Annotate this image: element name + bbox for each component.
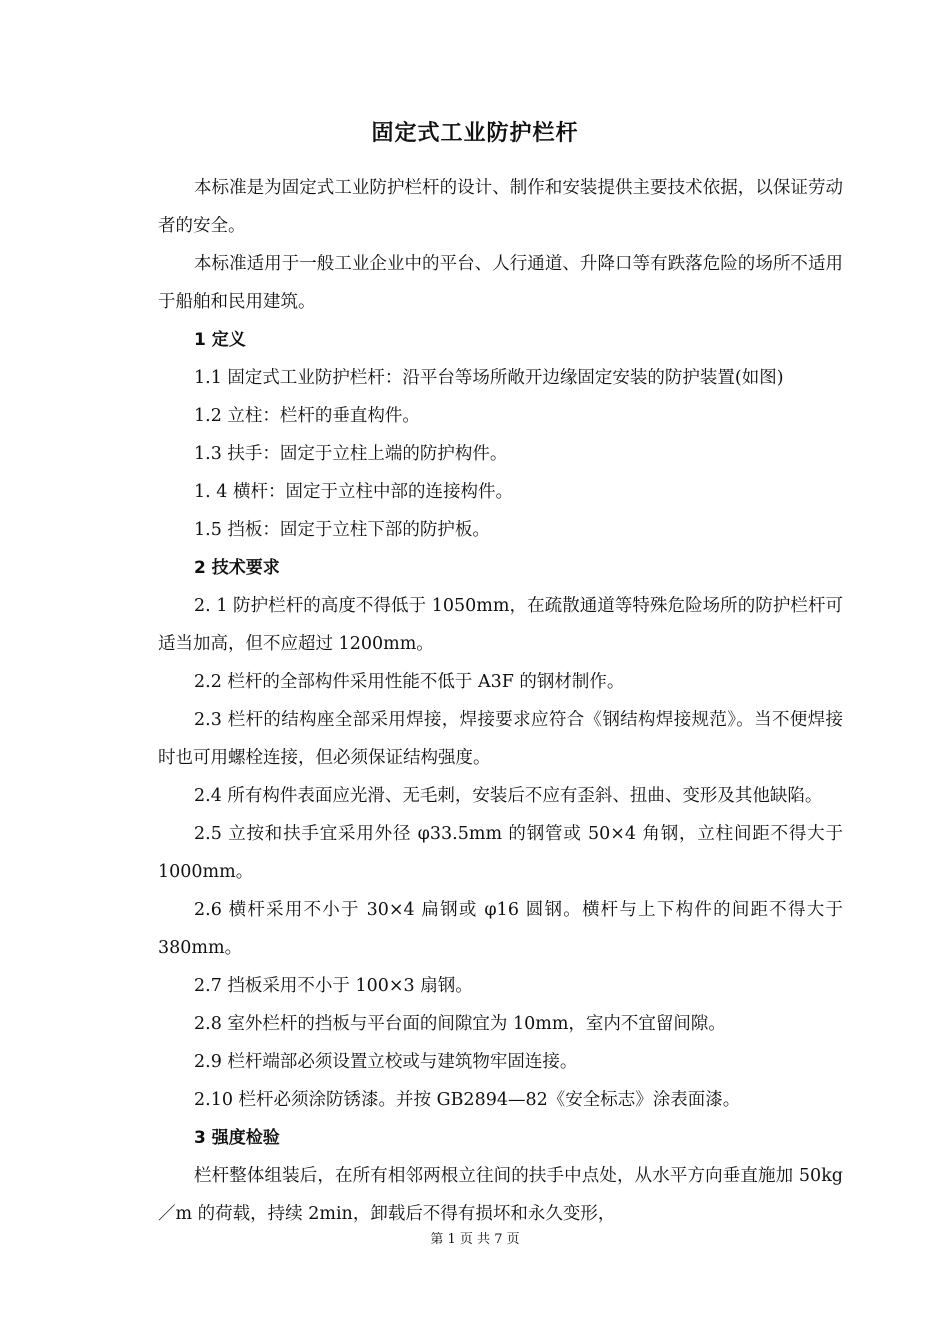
section-heading-strength-test: 3 强度检验: [194, 1128, 280, 1148]
intro-paragraph: 本标准是为固定式工业防护栏杆的设计、制作和安装提供主要技术依据，以保证劳动者的安全。: [158, 178, 843, 236]
definition-item: 1.1 固定式工业防护栏杆：沿平台等场所敞开边缘固定安装的防护装置(如图): [194, 368, 784, 388]
requirement-item: 2.9 栏杆端部必须设置立校或与建筑物牢固连接。: [194, 1052, 578, 1072]
requirement-item: 2.3 栏杆的结构座全部采用焊接，焊接要求应符合《钢结构焊接规范》。当不便焊接时也可用螺栓连接，但必须保证结构强度。: [158, 710, 843, 768]
requirement-item: 2. 1 防护栏杆的高度不得低于 1050mm，在疏散通道等特殊危险场所的防护栏杆可适当加高，但不应超过 1200mm。: [158, 596, 843, 654]
intro-paragraph: 本标准适用于一般工业企业中的平台、人行通道、升降口等有跌落危险的场所不适用于船舶和民用建筑。: [158, 254, 843, 312]
requirement-item: 2.8 室外栏杆的挡板与平台面的间隙宜为 10mm，室内不宜留间隙。: [194, 1014, 726, 1034]
requirement-item: 2.2 栏杆的全部构件采用性能不低于 A3F 的钢材制作。: [194, 672, 625, 692]
definition-item: 1.2 立柱：栏杆的垂直构件。: [194, 406, 420, 426]
definition-item: 1. 4 横杆：固定于立柱中部的连接构件。: [194, 482, 513, 502]
requirement-item: 2.5 立按和扶手宜采用外径 φ33.5mm 的钢管或 50×4 角钢，立柱间距不得大于 1000mm。: [158, 824, 843, 882]
definition-item: 1.5 挡板：固定于立柱下部的防护板。: [194, 520, 490, 540]
document-title: 固定式工业防护栏杆: [371, 121, 579, 146]
strength-test-paragraph: 栏杆整体组装后，在所有相邻两根立往间的扶手中点处，从水平方向垂直施加 50kg／m 的荷载，持续 2min，卸载后不得有损坏和永久变形，: [158, 1166, 843, 1224]
document-body: [158, 169, 843, 1233]
section-heading-definitions: 1 定义: [194, 330, 246, 350]
requirement-item: 2.6 横杆采用不小于 30×4 扁钢或 φ16 圆钢。横杆与上下构件的间距不得大于 380mm。: [158, 900, 843, 958]
page-number: 第 1 页 共 7 页: [430, 1232, 520, 1247]
requirement-item: 2.7 挡板采用不小于 100×3 扇钢。: [194, 976, 473, 996]
requirement-item: 2.4 所有构件表面应光滑、无毛刺，安装后不应有歪斜、扭曲、变形及其他缺陷。: [194, 786, 823, 806]
definition-item: 1.3 扶手：固定于立柱上端的防护构件。: [194, 444, 508, 464]
section-heading-technical-requirements: 2 技术要求: [194, 558, 280, 578]
requirement-item: 2.10 栏杆必须涂防锈漆。并按 GB2894—82《安全标志》涂表面漆。: [194, 1090, 741, 1110]
